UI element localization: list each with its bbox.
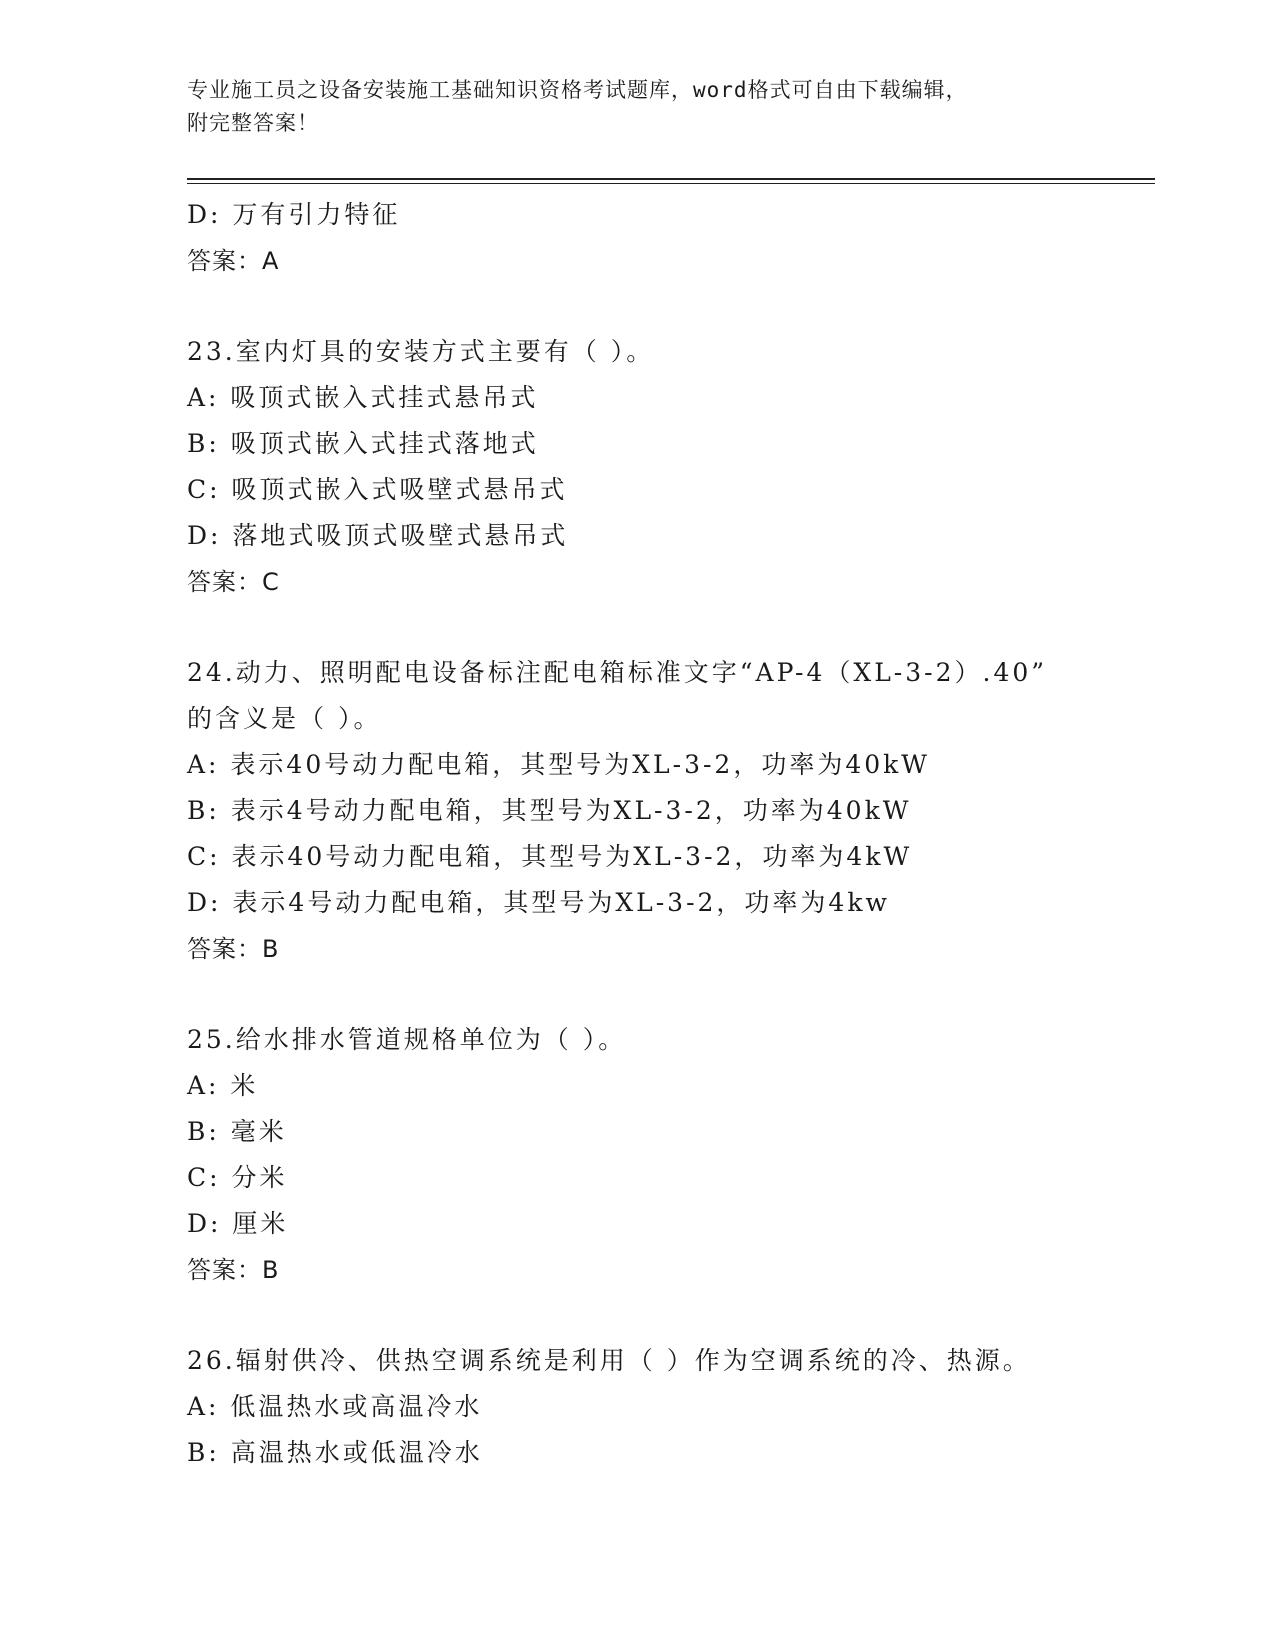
answer: 答案：B (187, 1256, 280, 1284)
spacer (187, 972, 1147, 1017)
answer: 答案：A (187, 247, 280, 275)
option-a: A: 米 (187, 1071, 259, 1100)
header-title: 专业施工员之设备安装施工基础知识资格考试题库，word格式可自由下载编辑， (187, 78, 968, 102)
question-block-26 (187, 1338, 1147, 1476)
option-c: C: 分米 (187, 1163, 288, 1192)
option-d: D: 厘米 (187, 1209, 289, 1238)
option-a: A: 表示40号动力配电箱，其型号为XL-3-2，功率为40kW (187, 750, 930, 779)
option-d: D: 落地式吸顶式吸壁式悬吊式 (187, 521, 569, 550)
answer: 答案：B (187, 935, 280, 963)
answer: 答案：C (187, 568, 280, 596)
option-b: B: 高温热水或低温冷水 (187, 1438, 483, 1467)
spacer (187, 1293, 1147, 1338)
option-b: B: 吸顶式嵌入式挂式落地式 (187, 429, 539, 458)
question-stem: 23.室内灯具的安装方式主要有（ ）。 (187, 337, 655, 366)
question-stem: 26.辐射供冷、供热空调系统是利用（ ）作为空调系统的冷、热源。 (187, 1346, 1031, 1375)
header-subtitle: 附完整答案！ (187, 111, 319, 135)
option-c: C: 吸顶式嵌入式吸壁式悬吊式 (187, 475, 568, 504)
header-divider-thin (187, 183, 1155, 184)
question-list (187, 192, 1147, 1476)
option-a: A: 吸顶式嵌入式挂式悬吊式 (187, 383, 539, 412)
option-c: C: 表示40号动力配电箱，其型号为XL-3-2，功率为4kW (187, 842, 913, 871)
spacer (187, 284, 1147, 329)
question-block-25 (187, 1017, 1147, 1293)
question-stem: 25.给水排水管道规格单位为（ ）。 (187, 1025, 627, 1054)
spacer (187, 605, 1147, 650)
option-a: A: 低温热水或高温冷水 (187, 1392, 483, 1421)
question-block-23 (187, 329, 1147, 605)
option-d: D: 表示4号动力配电箱，其型号为XL-3-2，功率为4kw (187, 888, 890, 917)
option-d: D: 万有引力特征 (187, 200, 401, 229)
option-b: B: 表示4号动力配电箱，其型号为XL-3-2，功率为40kW (187, 796, 912, 825)
header-divider-thick (187, 178, 1155, 180)
question-stem: 24.动力、照明配电设备标注配电箱标准文字“AP-4（XL-3-2）.40” (187, 658, 1048, 687)
question-stem-continued: 的含义是（ ）。 (187, 704, 382, 733)
question-block-24 (187, 650, 1147, 972)
document-header (187, 74, 1067, 140)
option-b: B: 毫米 (187, 1117, 287, 1146)
